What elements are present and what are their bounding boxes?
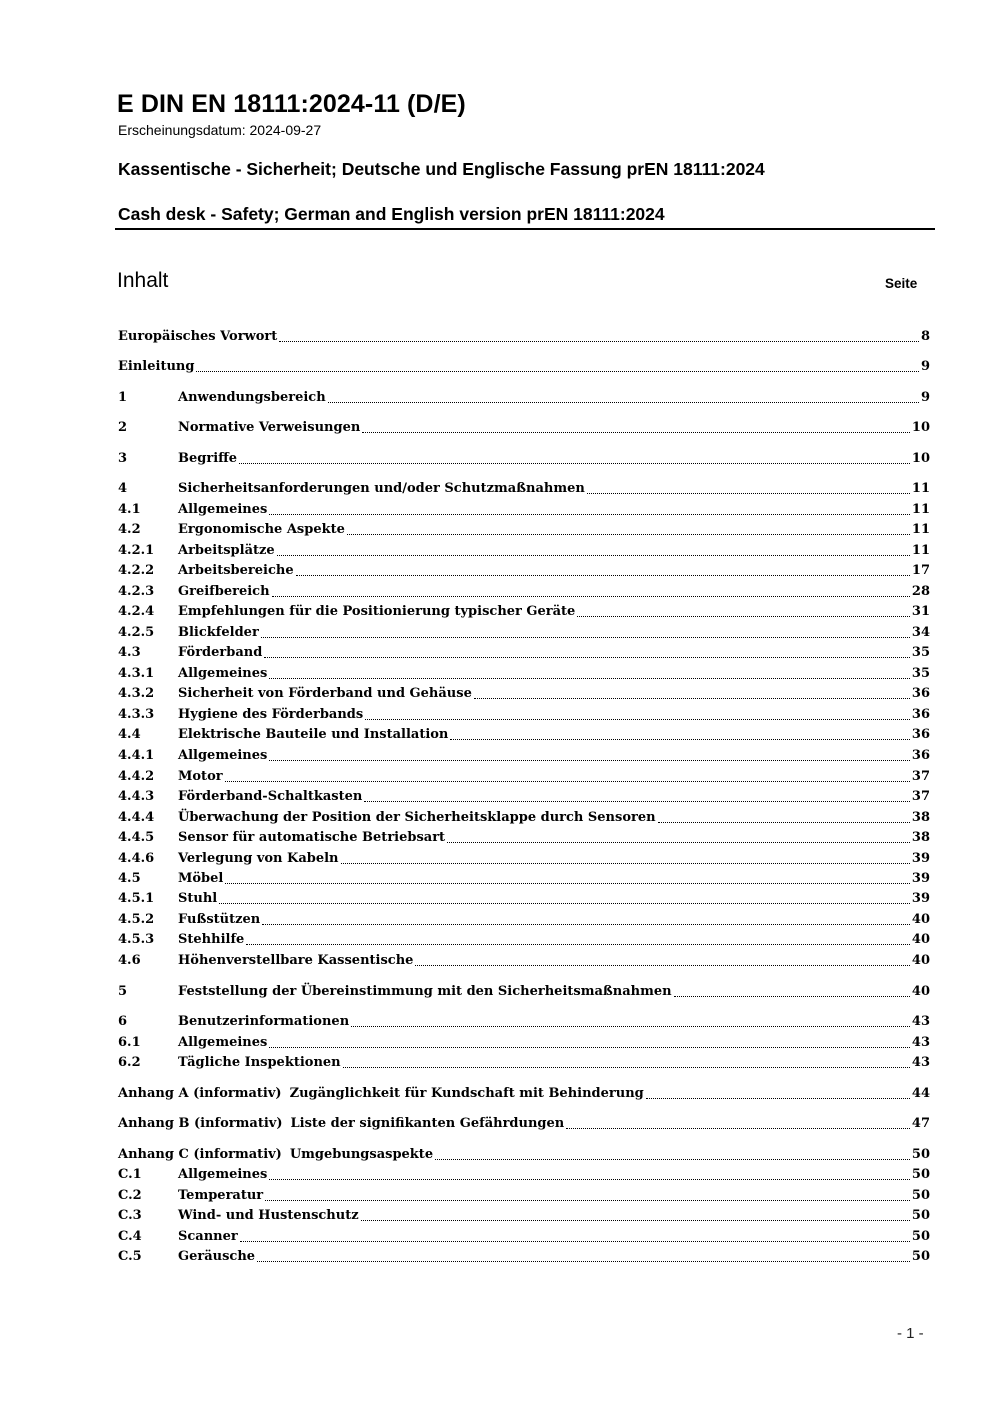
- toc-page-column-label: Seite: [885, 276, 918, 291]
- toc-entry-title: Begriffe: [178, 451, 238, 466]
- toc-entry: [118, 868, 930, 888]
- toc-entry-number: 4.3.2: [118, 686, 155, 701]
- toc-dot-leader: [279, 341, 919, 342]
- toc-entry-number: 4.2: [118, 522, 141, 537]
- toc-entry-page: 11: [911, 543, 930, 558]
- toc-entry-number: C.2: [118, 1188, 142, 1203]
- toc-dot-leader: [296, 575, 910, 576]
- toc-entry-number: 4: [118, 481, 128, 496]
- toc-entry-page: 43: [911, 1055, 930, 1070]
- toc-entry-page: 47: [911, 1116, 930, 1131]
- toc-entry: [118, 1185, 930, 1205]
- toc-dot-leader: [261, 637, 910, 638]
- toc-entry-page: 38: [911, 830, 930, 845]
- toc-entry-title: Allgemeines: [178, 1167, 268, 1182]
- toc-entry-number: 4.5.3: [118, 932, 155, 947]
- toc-entry: [118, 848, 930, 868]
- toc-entry-number: 4.5.1: [118, 891, 155, 906]
- toc-entry-page: 40: [911, 953, 930, 968]
- toc-entry-number: 4.5.2: [118, 912, 155, 927]
- toc-entry-page: 34: [911, 625, 930, 640]
- toc-entry-title: Anwendungsbereich: [178, 390, 326, 405]
- toc-entry-number: 4.1: [118, 502, 141, 517]
- toc-entry: [118, 827, 930, 847]
- toc-dot-leader: [474, 698, 910, 699]
- toc-entry-page: 11: [911, 481, 930, 496]
- toc-dot-leader: [347, 534, 910, 535]
- toc-entry-number: 4.2.5: [118, 625, 155, 640]
- toc-entry-title: Förderband: [178, 645, 263, 660]
- toc-dot-leader: [364, 801, 910, 802]
- toc-dot-leader: [361, 1220, 910, 1221]
- header-divider: [115, 228, 935, 230]
- toc-entry-number: 4.2.3: [118, 584, 155, 599]
- toc-dot-leader: [265, 1200, 910, 1201]
- toc-entry-number: 4.2.1: [118, 543, 155, 558]
- toc-entry: [118, 478, 930, 498]
- toc-entry-page: 17: [911, 563, 930, 578]
- toc-entry-number: Anhang A (informativ): [118, 1086, 282, 1101]
- document-title-english: Cash desk - Safety; German and English version prEN 18111:2024: [118, 204, 665, 224]
- toc-entry-page: 40: [911, 984, 930, 999]
- toc-dot-leader: [269, 760, 910, 761]
- toc-entry-number: 1: [118, 390, 128, 405]
- toc-dot-leader: [341, 863, 910, 864]
- toc-entry-title: Europäisches Vorwort: [118, 329, 278, 344]
- toc-entry-page: 39: [911, 851, 930, 866]
- toc-entry-number: 2: [118, 420, 128, 435]
- toc-entry-page: 36: [911, 707, 930, 722]
- toc-entry-page: 37: [911, 789, 930, 804]
- toc-entry-page: 28: [911, 584, 930, 599]
- toc-entry-title: Empfehlungen für die Positionierung typischer Geräte: [178, 604, 576, 619]
- toc-dot-leader: [269, 514, 910, 515]
- toc-entry-page: 38: [911, 810, 930, 825]
- toc-entry: [118, 387, 930, 407]
- toc-dot-leader: [269, 1047, 910, 1048]
- toc-entry-page: 50: [911, 1167, 930, 1182]
- toc-entry-title: Elektrische Bauteile und Installation: [178, 727, 449, 742]
- toc-entry-title: Arbeitsbereiche: [178, 563, 294, 578]
- toc-entry-title: Allgemeines: [178, 502, 268, 517]
- toc-entry-title: Stuhl: [178, 891, 218, 906]
- toc-entry-title: Greifbereich: [178, 584, 270, 599]
- toc-dot-leader: [239, 463, 910, 464]
- toc-dot-leader: [219, 903, 910, 904]
- toc-entry-title: Temperatur: [178, 1188, 264, 1203]
- toc-entry-page: 40: [911, 932, 930, 947]
- toc-entry-title: Feststellung der Übereinstimmung mit den Sicherheitsmaßnahmen: [178, 984, 672, 999]
- toc-entry-title: Hygiene des Förderbands: [178, 707, 364, 722]
- toc-entry-title: Allgemeines: [178, 748, 268, 763]
- toc-entry-title: Überwachung der Position der Sicherheitsklappe durch Sensoren: [178, 810, 656, 825]
- toc-entry: [118, 1011, 930, 1031]
- toc-entry: [118, 356, 930, 376]
- toc-dot-leader: [577, 616, 910, 617]
- toc-entry-page: 50: [911, 1249, 930, 1264]
- toc-entry: [118, 499, 930, 519]
- toc-entry: [118, 745, 930, 765]
- document-title-german: Kassentische - Sicherheit; Deutsche und Englische Fassung prEN 18111:2024: [118, 159, 765, 179]
- toc-dot-leader: [435, 1159, 910, 1160]
- toc-entry: [118, 1246, 930, 1266]
- toc-entry-page: 11: [911, 502, 930, 517]
- toc-entry-page: 43: [911, 1014, 930, 1029]
- toc-entry-page: 11: [911, 522, 930, 537]
- toc-entry: [118, 540, 930, 560]
- toc-entry: [118, 326, 930, 346]
- toc-dot-leader: [450, 739, 910, 740]
- publication-date: Erscheinungsdatum: 2024-09-27: [118, 122, 322, 138]
- toc-dot-leader: [225, 781, 910, 782]
- toc-entry: [118, 642, 930, 662]
- toc-entry: [118, 663, 930, 683]
- toc-entry-number: 4.6: [118, 953, 141, 968]
- toc-entry-number: 4.3.3: [118, 707, 155, 722]
- toc-entry-number: 4.4.4: [118, 810, 155, 825]
- toc-entry-number: C.1: [118, 1167, 142, 1182]
- toc-entry: [118, 622, 930, 642]
- toc-entry-page: 50: [911, 1229, 930, 1244]
- toc-entry: [118, 1205, 930, 1225]
- toc-entry-page: 39: [911, 891, 930, 906]
- toc-entry-title: Wind- und Hustenschutz: [178, 1208, 359, 1223]
- toc-entry-title: Verlegung von Kabeln: [178, 851, 339, 866]
- toc-entry-title: Motor: [178, 769, 223, 784]
- toc-entry: [118, 1144, 930, 1164]
- toc-entry: [118, 1164, 930, 1184]
- toc-entry-title: Normative Verweisungen: [178, 420, 361, 435]
- toc-dot-leader: [566, 1128, 910, 1129]
- toc-entry-page: 37: [911, 769, 930, 784]
- toc-entry: [118, 1226, 930, 1246]
- toc-entry-number: C.5: [118, 1249, 142, 1264]
- toc-entry: [118, 448, 930, 468]
- toc-entry-page: 9: [920, 359, 930, 374]
- toc-dot-leader: [646, 1098, 910, 1099]
- toc-entry-page: 50: [911, 1208, 930, 1223]
- toc-entry-page: 35: [911, 666, 930, 681]
- toc-entry-page: 10: [911, 420, 930, 435]
- toc-entry: [118, 601, 930, 621]
- toc-dot-leader: [343, 1067, 910, 1068]
- toc-dot-leader: [269, 1179, 910, 1180]
- toc-entry-page: 31: [911, 604, 930, 619]
- toc-entry: [118, 683, 930, 703]
- toc-entry-number: 6.1: [118, 1035, 141, 1050]
- toc-dot-leader: [246, 944, 910, 945]
- toc-entry-number: 4.3.1: [118, 666, 155, 681]
- toc-entry-title: Allgemeines: [178, 1035, 268, 1050]
- toc-entry-title: Sensor für automatische Betriebsart: [178, 830, 446, 845]
- toc-entry-title: Geräusche: [178, 1249, 256, 1264]
- toc-dot-leader: [262, 924, 910, 925]
- toc-entry-title: Tägliche Inspektionen: [178, 1055, 341, 1070]
- toc-dot-leader: [674, 996, 910, 997]
- toc-entry-number: 4.2.2: [118, 563, 155, 578]
- toc-entry-title: Liste der signifikanten Gefährdungen: [290, 1116, 565, 1131]
- toc-entry-page: 43: [911, 1035, 930, 1050]
- toc-entry-number: 4.4.2: [118, 769, 155, 784]
- toc-dot-leader: [196, 371, 919, 372]
- toc-entry-title: Arbeitsplätze: [178, 543, 275, 558]
- toc-dot-leader: [365, 719, 910, 720]
- toc-entry-page: 50: [911, 1188, 930, 1203]
- toc-entry-title: Allgemeines: [178, 666, 268, 681]
- toc-entry: [118, 1032, 930, 1052]
- toc-dot-leader: [362, 432, 910, 433]
- toc-entry: [118, 909, 930, 929]
- toc-entry: [118, 1083, 930, 1103]
- toc-dot-leader: [277, 555, 910, 556]
- toc-entry: [118, 1113, 930, 1133]
- toc-entry-title: Sicherheitsanforderungen und/oder Schutzmaßnahmen: [178, 481, 585, 496]
- toc-entry: [118, 981, 930, 1001]
- toc-entry-number: Anhang C (informativ): [118, 1147, 282, 1162]
- toc-entry-page: 50: [911, 1147, 930, 1162]
- toc-entry-number: C.3: [118, 1208, 142, 1223]
- toc-entry-title: Höhenverstellbare Kassentische: [178, 953, 414, 968]
- toc-entry-title: Blickfelder: [178, 625, 259, 640]
- toc-entry-title: Scanner: [178, 1229, 238, 1244]
- toc-entry-number: 4.3: [118, 645, 141, 660]
- document-title: E DIN EN 18111:2024-11 (D/E): [117, 90, 466, 118]
- toc-entry-title: Zugänglichkeit für Kundschaft mit Behinderung: [289, 1086, 644, 1101]
- toc-entry: [118, 786, 930, 806]
- toc-dot-leader: [272, 596, 910, 597]
- toc-entry-number: 4.4.1: [118, 748, 155, 763]
- toc-entry-page: 35: [911, 645, 930, 660]
- toc-entry: [118, 724, 930, 744]
- toc-dot-leader: [658, 822, 910, 823]
- toc-dot-leader: [328, 402, 919, 403]
- toc-entry: [118, 766, 930, 786]
- toc-entry-number: 3: [118, 451, 128, 466]
- toc-entry-number: 4.4: [118, 727, 141, 742]
- toc-entry-number: 4.4.6: [118, 851, 155, 866]
- page-number: - 1 -: [897, 1325, 924, 1342]
- toc-dot-leader: [240, 1241, 910, 1242]
- toc-entry-number: 5: [118, 984, 128, 999]
- toc-entry: [118, 950, 930, 970]
- toc-entry: [118, 807, 930, 827]
- toc-entry: [118, 704, 930, 724]
- toc-entry: [118, 581, 930, 601]
- toc-entry: [118, 417, 930, 437]
- toc-entry-page: 40: [911, 912, 930, 927]
- toc-entry-title: Ergonomische Aspekte: [178, 522, 345, 537]
- toc-entry-page: 36: [911, 727, 930, 742]
- toc-dot-leader: [264, 657, 910, 658]
- toc-dot-leader: [225, 883, 910, 884]
- toc-entry-title: Benutzerinformationen: [178, 1014, 350, 1029]
- toc-entry-page: 36: [911, 686, 930, 701]
- toc-dot-leader: [351, 1026, 910, 1027]
- toc-entry-number: C.4: [118, 1229, 142, 1244]
- toc-entry-number: 6: [118, 1014, 128, 1029]
- toc-entry: [118, 1052, 930, 1072]
- toc-entry-page: 36: [911, 748, 930, 763]
- toc-entry-title: Sicherheit von Förderband und Gehäuse: [178, 686, 472, 701]
- toc-entry-page: 9: [920, 390, 930, 405]
- toc-entry: [118, 519, 930, 539]
- toc-entry: [118, 560, 930, 580]
- toc-entry-number: 6.2: [118, 1055, 141, 1070]
- toc-dot-leader: [587, 493, 910, 494]
- toc-entry-number: 4.5: [118, 871, 141, 886]
- toc-entry-number: 4.2.4: [118, 604, 155, 619]
- toc-entry: [118, 888, 930, 908]
- toc-entry-page: 8: [920, 329, 930, 344]
- toc-entry-number: Anhang B (informativ): [118, 1116, 283, 1131]
- toc-entry-title: Umgebungsaspekte: [289, 1147, 434, 1162]
- toc-entry: [118, 929, 930, 949]
- toc-dot-leader: [257, 1261, 910, 1262]
- toc-entry-number: 4.4.5: [118, 830, 155, 845]
- toc-entry-title: Einleitung: [118, 359, 195, 374]
- toc-dot-leader: [415, 965, 909, 966]
- toc-dot-leader: [447, 842, 910, 843]
- toc-entry-number: 4.4.3: [118, 789, 155, 804]
- toc-entry-page: 10: [911, 451, 930, 466]
- toc-heading: Inhalt: [117, 269, 169, 292]
- toc-entry-title: Stehhilfe: [178, 932, 245, 947]
- toc-entry-page: 44: [911, 1086, 930, 1101]
- toc-entry-page: 39: [911, 871, 930, 886]
- toc-entry-title: Förderband-Schaltkasten: [178, 789, 363, 804]
- toc-entry-title: Fußstützen: [178, 912, 261, 927]
- toc-entry-title: Möbel: [178, 871, 224, 886]
- toc-dot-leader: [269, 678, 910, 679]
